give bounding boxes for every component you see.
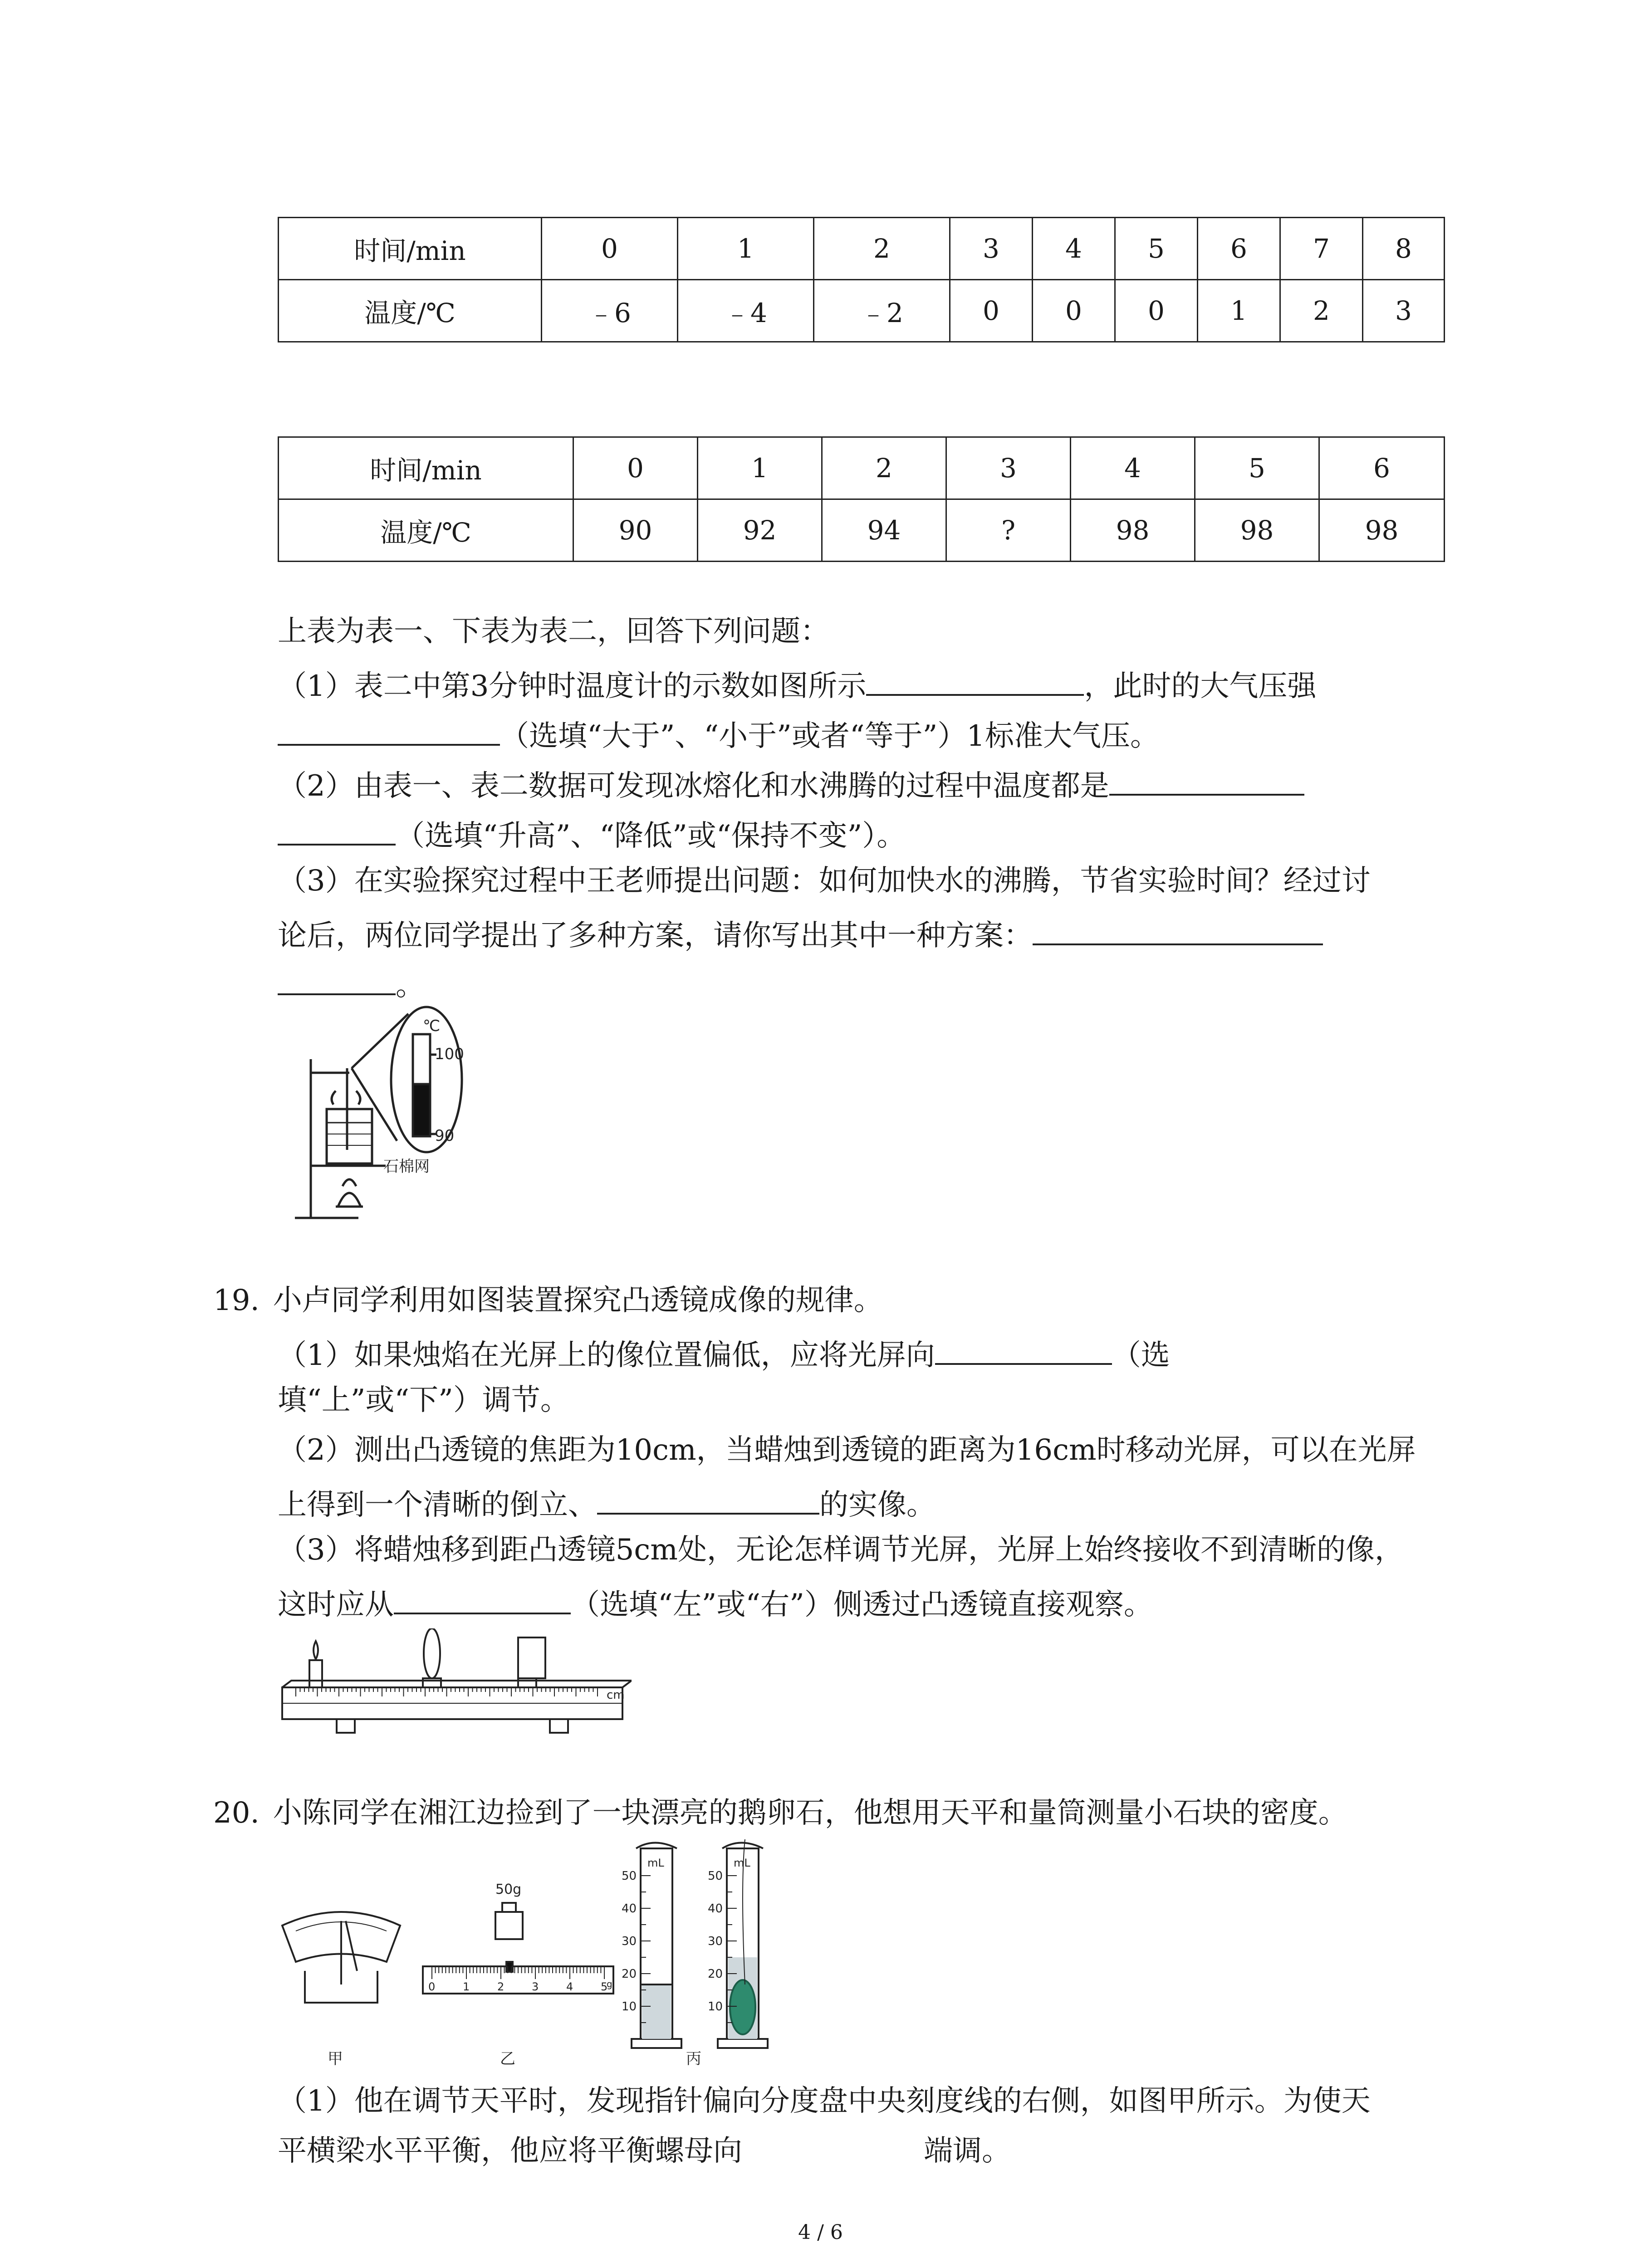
answer-blank[interactable] (866, 667, 1084, 696)
table-cell: 0 (573, 437, 698, 499)
cylinder-unit: mL (647, 1857, 664, 1869)
q18-part1-line2 (278, 717, 1159, 751)
thermometer-unit: ℃ (423, 1017, 441, 1035)
table-row (279, 218, 1445, 280)
q19-part1-text-b: （选 (1112, 1339, 1170, 1372)
answer-blank[interactable] (597, 1486, 819, 1515)
cylinder-unit: mL (734, 1857, 750, 1869)
question-number: 20. (213, 1796, 260, 1830)
q19-part1-line1 (278, 1336, 1170, 1370)
cylinder-tick-label: 40 (708, 1902, 723, 1916)
q19-part3-line2 (278, 1585, 1153, 1622)
q18-part3-line1: （3）在实验探究过程中王老师提出问题：如何加快水的沸腾，节省实验时间？经过讨 (278, 864, 1371, 898)
q19-part2-line1: （2）测出凸透镜的焦距为10cm，当蜡烛到透镜的距离为16cm时移动光屏，可以在光屏 (278, 1433, 1416, 1467)
ruler-tick-label: 0 (428, 1980, 436, 1993)
q19-part2-line2 (278, 1486, 936, 1520)
table-cell: 6 (1198, 218, 1280, 280)
boiling-apparatus-figure (290, 1005, 481, 1232)
cylinder-tick-label: 20 (708, 1967, 723, 1981)
q19-part2-text-b: 上得到一个清晰的倒立、 (278, 1488, 597, 1522)
answer-blank[interactable] (278, 966, 396, 995)
q19-part3-text-c: （选填“左”或“右”）侧透过凸透镜直接观察。 (571, 1588, 1153, 1622)
answer-blank[interactable] (394, 1585, 571, 1614)
table-cell: 7 (1280, 218, 1363, 280)
figure-label-yi: 乙 (500, 2050, 515, 2068)
ruler-unit: g (607, 1979, 612, 1989)
cylinder-tick-label: 40 (622, 1902, 637, 1916)
q20-part1-text-c: 端调。 (924, 2134, 1011, 2168)
table-cell: 2 (822, 437, 946, 499)
q18-part1-text-c: （选填“大于”、“小于”或者“等于”）1标准大气压。 (500, 719, 1160, 753)
table-cell: 温度/℃ (279, 280, 542, 342)
table-cell: 98 (1319, 499, 1445, 562)
q19-stem-line (213, 1286, 883, 1315)
table-row (279, 499, 1445, 562)
table-cell: 3 (946, 437, 1071, 499)
q18-part3-line3 (278, 966, 425, 1000)
table-cell: 92 (698, 499, 822, 562)
q18-part3-text-c: 。 (396, 969, 425, 1002)
table-cell: ? (946, 499, 1071, 562)
q18-part1-line1 (278, 667, 1316, 701)
q18-part2-line1 (278, 767, 1304, 801)
table-cell: 1 (678, 218, 814, 280)
q18-part3-line2 (278, 916, 1323, 953)
q18-part2-line2 (278, 816, 906, 853)
table-cell: 90 (573, 499, 698, 562)
cylinder-tick-label: 10 (622, 2000, 637, 2014)
cylinder-tick-label: 50 (622, 1869, 637, 1883)
answer-blank[interactable] (1033, 916, 1323, 945)
figure-label-bing: 丙 (686, 2050, 701, 2068)
q20-part1-line1: （1）他在调节天平时，发现指针偏向分度盘中央刻度线的右侧，如图甲所示。为使天 (278, 2084, 1371, 2118)
table-cell: ﹣2 (814, 280, 950, 342)
table-cell: ﹣6 (542, 280, 678, 342)
answer-blank[interactable] (278, 717, 500, 746)
table-two (278, 436, 1445, 562)
q19-part2-text-c: 的实像。 (819, 1488, 936, 1522)
figure-label-jia: 甲 (328, 2050, 343, 2068)
density-measurement-figure (278, 1835, 813, 2071)
q18-part3-text-b: 论后，两位同学提出了多种方案，请你写出其中一种方案： (278, 919, 1033, 953)
table-cell: 4 (1071, 437, 1195, 499)
bench-unit-label: cm (607, 1688, 625, 1702)
q18-part2-text-b: （选填“升高”、“降低”或“保持不变”）。 (396, 819, 906, 853)
cylinder-tick-label: 50 (708, 1869, 723, 1883)
q20-stem: 小陈同学在湘江边捡到了一块漂亮的鹅卵石，他想用天平和量筒测量小石块的密度。 (273, 1796, 1347, 1830)
table-cell: 2 (1280, 280, 1363, 342)
q20-stem-line (213, 1796, 1347, 1830)
table-cell: 3 (1363, 280, 1445, 342)
table-cell: 5 (1195, 437, 1319, 499)
answer-blank[interactable] (935, 1336, 1112, 1365)
q19-part3-text-b: 这时应从 (278, 1588, 394, 1622)
ruler-tick-label: 4 (566, 1980, 573, 1993)
table-cell: 5 (1115, 218, 1198, 280)
table-cell: 94 (822, 499, 946, 562)
table-cell: 2 (814, 218, 950, 280)
q20-part1-line2 (278, 2134, 1011, 2168)
ruler-tick-label: 1 (463, 1980, 470, 1993)
weight-label: 50g (495, 1882, 522, 1897)
table-cell: 8 (1363, 218, 1445, 280)
table-cell: 98 (1071, 499, 1195, 562)
table-cell: 时间/min (279, 218, 542, 280)
ruler-tick-label: 5 (601, 1980, 608, 1993)
table-cell: 温度/℃ (279, 499, 573, 562)
table-cell: 3 (950, 218, 1033, 280)
q18-intro: 上表为表一、下表为表二，回答下列问题： (278, 615, 829, 648)
table-cell: 时间/min (279, 437, 573, 499)
table-cell: 0 (542, 218, 678, 280)
table-cell: 1 (698, 437, 822, 499)
table-cell: 0 (1033, 280, 1115, 342)
asbestos-net-label: 石棉网 (383, 1158, 430, 1176)
question-number: 19. (213, 1284, 260, 1317)
table-cell: 1 (1198, 280, 1280, 342)
q19-part1-line2: 填“上”或“下”）调节。 (278, 1383, 569, 1417)
q19-part3-line1: （3）将蜡烛移到距凸透镜5cm处，无论怎样调节光屏，光屏上始终接收不到清晰的像， (278, 1533, 1404, 1567)
tick-label: 100 (435, 1045, 464, 1063)
table-cell: 98 (1195, 499, 1319, 562)
cylinder-tick-label: 30 (708, 1935, 723, 1948)
cylinder-tick-label: 30 (622, 1935, 637, 1948)
table-cell: 0 (950, 280, 1033, 342)
q20-part1-text-b: 平横梁水平平衡，他应将平衡螺母向 (278, 2134, 742, 2168)
table-one (278, 217, 1445, 342)
q18-part2-text-a: （2）由表一、表二数据可发现冰熔化和水沸腾的过程中温度都是 (278, 769, 1109, 803)
q19-part1-text-a: （1）如果烛焰在光屏上的像位置偏低，应将光屏向 (278, 1339, 935, 1372)
cylinder-tick-label: 10 (708, 2000, 723, 2014)
table-cell: 6 (1319, 437, 1445, 499)
page-number: 4 / 6 (798, 2221, 843, 2244)
optical-bench-figure (278, 1628, 632, 1746)
cylinder-tick-label: 20 (622, 1967, 637, 1981)
table-row (279, 280, 1445, 342)
table-row (279, 437, 1445, 499)
tick-label: 90 (435, 1127, 455, 1145)
table-cell: 0 (1115, 280, 1198, 342)
q19-stem: 小卢同学利用如图装置探究凸透镜成像的规律。 (273, 1284, 883, 1317)
table-cell: 4 (1033, 218, 1115, 280)
answer-blank[interactable] (278, 816, 396, 846)
answer-blank[interactable] (1109, 767, 1304, 796)
ruler-tick-label: 2 (497, 1980, 505, 1993)
q18-part1-text-a: （1）表二中第3分钟时温度计的示数如图所示 (278, 670, 867, 703)
q18-part1-text-b: ，此时的大气压强 (1084, 670, 1317, 703)
ruler-tick-label: 3 (532, 1980, 539, 1993)
table-cell: ﹣4 (678, 280, 814, 342)
